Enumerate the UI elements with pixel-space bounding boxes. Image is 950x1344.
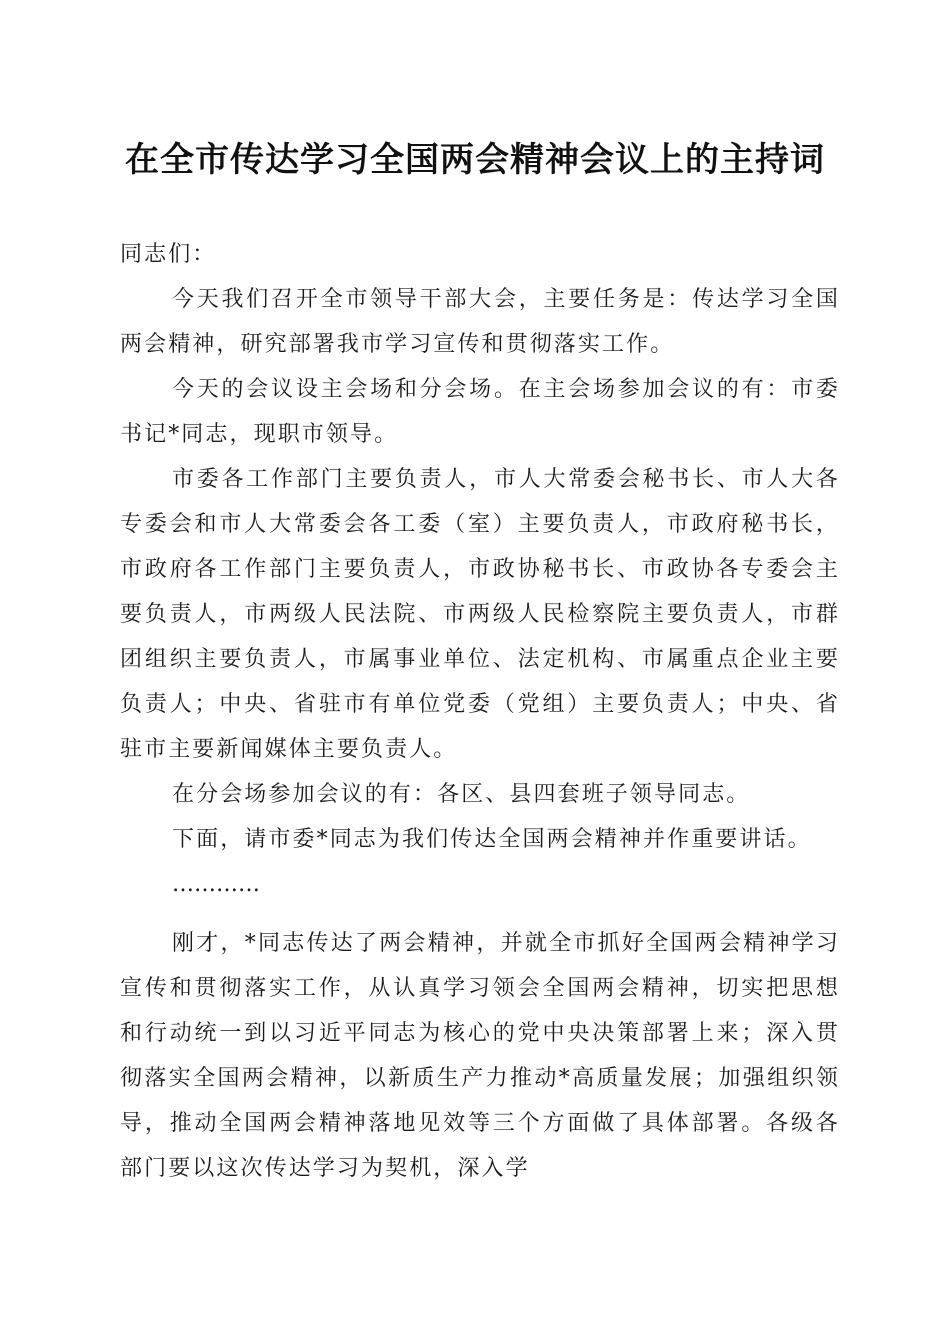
paragraph-branch-venue: 在分会场参加会议的有：各区、县四套班子领导同志。 [172,782,751,807]
paragraph-attendees: 市委各工作部门主要负责人，市人大常委会秘书长、市人大各专委会和市人大常委会各工委（室）主要负责人，市政府秘书长，市政府各工作部门主要负责人，市政协秘书长、市政协各专委会主要负责人，市两级人民法院、市两级人民检察院主要负责人，市群团组织主要负责人，市属事业单位、法定机构、市属重点企业主要负责人；中央、省驻市有单位党委（党组）主要负责人；中央、省驻市主要新闻媒体主要负责人。 [120,467,840,762]
salutation: 同志们： [120,242,217,267]
paragraph-purpose: 今天我们召开全市领导干部大会，主要任务是：传达学习全国两会精神，研究部署我市学习宣传和贯彻落实工作。 [120,287,840,357]
ellipsis-separator: ………… [172,872,260,897]
paragraph-venues: 今天的会议设主会场和分会场。在主会场参加会议的有：市委书记*同志，现职市领导。 [120,377,840,447]
paragraph-closing: 刚才，*同志传达了两会精神，并就全市抓好全国两会精神学习宣传和贯彻落实工作，从认真学习领会全国两会精神，切实把思想和行动统一到以习近平同志为核心的党中央决策部署上来；深入贯彻落实全国两会精神，以新质生产力推动*高质量发展；加强组织领导，推动全国两会精神落地见效等三个方面做了具体部署。各级各部门要以这次传达学习为契机，深入学 [120,931,840,1181]
paragraph-gap [120,907,840,921]
paragraph-speech-intro: 下面，请市委*同志为我们传达全国两会精神并作重要讲话。 [172,827,812,852]
document-body [120,232,840,1191]
document-title: 在全市传达学习全国两会精神会议上的主持词 [125,140,825,180]
